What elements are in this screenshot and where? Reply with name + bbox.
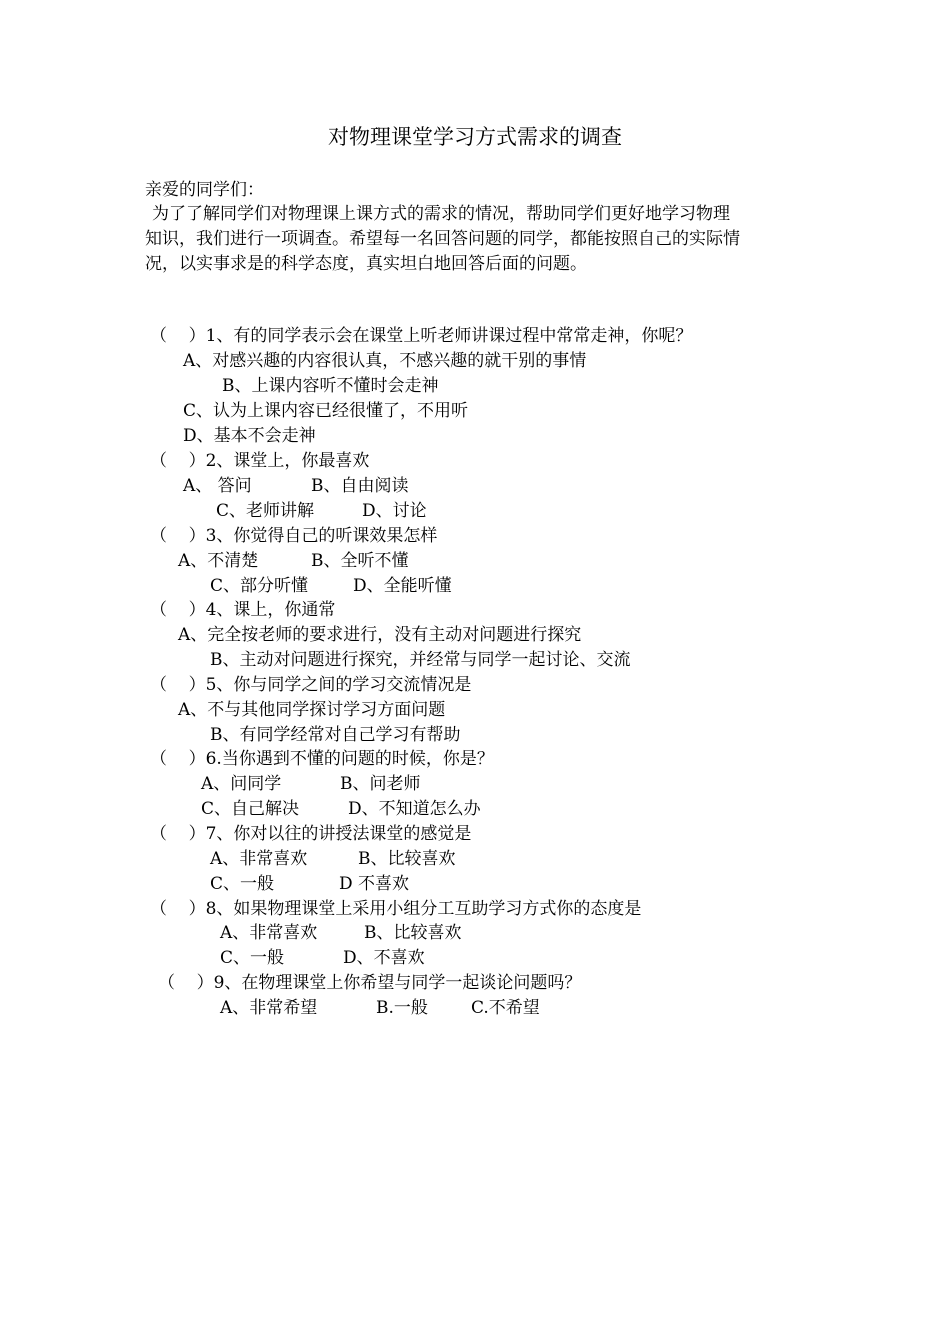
q3-option-d: D、全能听懂 [353,576,452,596]
q3-option-c: C、部分听懂 [210,576,309,596]
intro-line-2: 知识，我们进行一项调查。希望每一名回答问题的同学，都能按照自己的实际情 [145,229,740,249]
q7-option-d: D 不喜欢 [339,874,410,894]
intro-line-1: 为了了解同学们对物理课上课方式的需求的情况，帮助同学们更好地学习物理 [152,204,730,224]
q1-option-c: C、认为上课内容已经很懂了，不用听 [183,401,469,421]
q3-option-b: B、全听不懂 [311,551,409,571]
q9-option-a: A、非常希望 [220,998,318,1018]
q6-option-d: D、不知道怎么办 [348,799,481,819]
q8-option-b: B、比较喜欢 [364,923,462,943]
question-7: （ ）7、你对以往的讲授法课堂的感觉是 [150,824,472,844]
q8-option-d: D、不喜欢 [343,948,425,968]
q1-option-a: A、对感兴趣的内容很认真，不感兴趣的就干别的事情 [183,351,587,371]
intro-line-3: 况，以实事求是的科学态度，真实坦白地回答后面的问题。 [145,254,587,274]
q8-option-a: A、非常喜欢 [220,923,318,943]
q9-option-c: C.不希望 [471,998,540,1018]
q5-option-a: A、不与其他同学探讨学习方面问题 [178,700,446,720]
question-6: （ ）6.当你遇到不懂的问题的时候，你是？ [150,749,494,769]
q7-option-c: C、一般 [210,874,275,894]
q4-option-a: A、完全按老师的要求进行，没有主动对问题进行探究 [178,625,582,645]
question-9: （ ）9、在物理课堂上你希望与同学一起谈论问题吗？ [158,973,582,993]
q1-option-b: B、上课内容听不懂时会走神 [222,376,439,396]
q2-option-d: D、讨论 [362,501,427,521]
q7-option-a: A、非常喜欢 [210,849,308,869]
question-8: （ ）8、如果物理课堂上采用小组分工互助学习方式你的态度是 [150,899,642,919]
greeting: 亲爱的同学们： [145,180,264,200]
q5-option-b: B、有同学经常对自己学习有帮助 [210,725,461,745]
q7-option-b: B、比较喜欢 [358,849,456,869]
question-2: （ ）2、课堂上，你最喜欢 [150,451,370,471]
q8-option-c: C、一般 [220,948,285,968]
q2-option-c: C、老师讲解 [216,501,315,521]
q6-option-a: A、问同学 [201,774,282,794]
q9-option-b: B.一般 [376,998,428,1018]
question-5: （ ）5、你与同学之间的学习交流情况是 [150,675,472,695]
question-3: （ ）3、你觉得自己的听课效果怎样 [150,526,438,546]
q6-option-b: B、问老师 [340,774,421,794]
question-1: （ ）1、有的同学表示会在课堂上听老师讲课过程中常常走神，你呢？ [150,326,693,346]
q1-option-d: D、基本不会走神 [183,426,316,446]
question-4: （ ）4、课上，你通常 [150,600,336,620]
q4-option-b: B、主动对问题进行探究，并经常与同学一起讨论、交流 [210,650,631,670]
q3-option-a: A、不清楚 [178,551,259,571]
document-title: 对物理课堂学习方式需求的调查 [328,125,622,149]
q2-option-a: A、 答问 [183,476,252,496]
q2-option-b: B、自由阅读 [311,476,409,496]
q6-option-c: C、自己解决 [201,799,300,819]
